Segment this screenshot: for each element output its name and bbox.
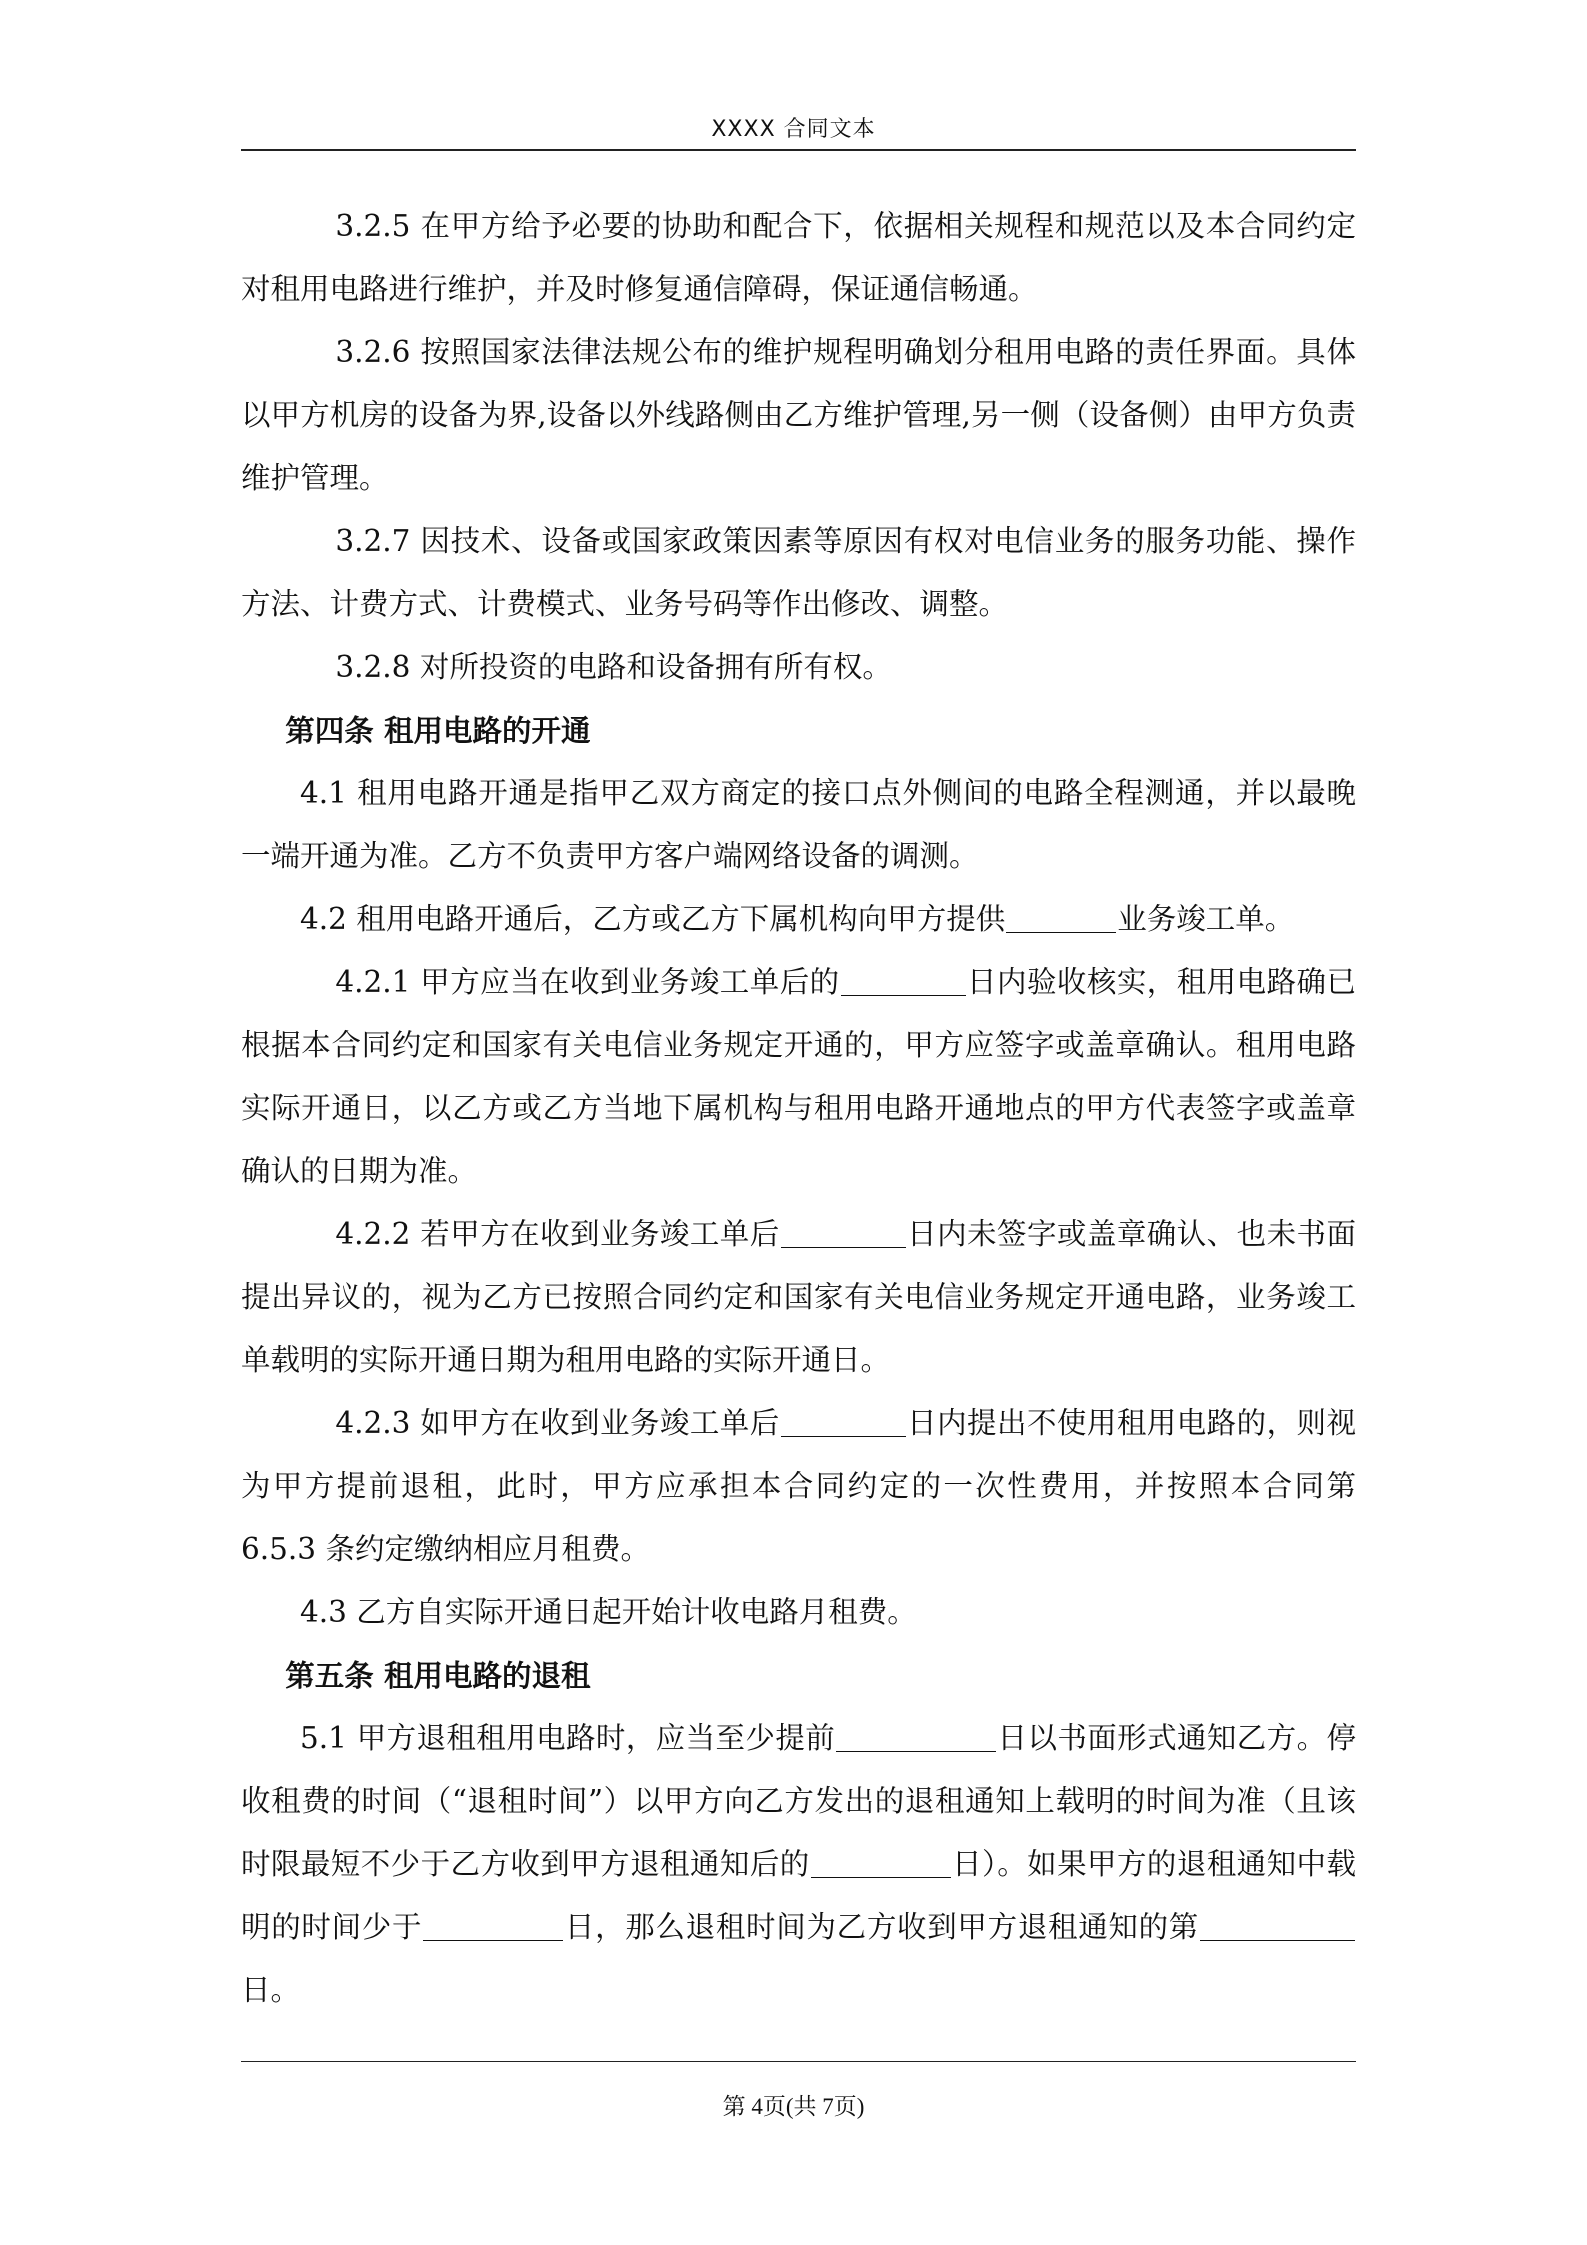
clause-text: 5.1 甲方退租租用电路时，应当至少提前 [300, 1721, 836, 1755]
fill-in-blank[interactable] [781, 1408, 906, 1437]
clause-4-2 [241, 888, 1356, 951]
article-4-heading: 第四条 租用电路的开通 [285, 713, 591, 748]
clause-3-2-6 [241, 321, 1356, 510]
clause-3-2-8 [241, 636, 1356, 699]
clause-4-2-2 [241, 1203, 1356, 1392]
clause-text: 4.3 乙方自实际开通日起开始计收电路月租费。 [300, 1595, 917, 1629]
clause-4-2-1 [241, 951, 1356, 1203]
clause-text: 4.1 租用电路开通是指甲乙双方商定的接口点外侧间的电路全程测通，并以最晚一端开通为准。乙方不负责甲方客户端网络设备的调测。 [241, 776, 1356, 873]
clause-text: 日内验收核实，租用电路确已根据本合同约定和国家有关电信业务规定开通的，甲方应签字或盖章确认。租用电路实际开通日，以乙方或乙方当地下属机构与租用电路开通地点的甲方代表签字或盖章确认的日期为准。 [241, 965, 1356, 1188]
clause-text: 日）。如果甲方的退租通知中载明的时间少于 [241, 1847, 1356, 1944]
fill-in-blank[interactable] [781, 1219, 906, 1248]
fill-in-blank[interactable] [423, 1912, 563, 1941]
header-divider [241, 149, 1356, 151]
footer-divider [241, 2061, 1356, 2062]
clause-4-3 [241, 1581, 1356, 1644]
fill-in-blank[interactable] [811, 1849, 951, 1878]
clause-text: 日内未签字或盖章确认、也未书面提出异议的，视为乙方已按照合同约定和国家有关电信业务规定开通电路，业务竣工单载明的实际开通日期为租用电路的实际开通日。 [241, 1217, 1356, 1377]
clause-4-1 [241, 762, 1356, 888]
page-number: 第 4页(共 7页) [722, 2094, 865, 2119]
clause-text: 4.2 租用电路开通后，乙方或乙方下属机构向甲方提供 [300, 902, 1006, 936]
clause-text: 日以书面形式通知乙方。停收租费的时间（“退租时间”）以甲方向乙方发出的退租通知上载明的时间为准（且该时限最短不少于乙方收到甲方退租通知后的 [241, 1721, 1356, 1881]
clause-text: 4.2.1 甲方应当在收到业务竣工单后的 [335, 965, 840, 999]
fill-in-blank[interactable] [1006, 904, 1116, 933]
clause-3-2-7 [241, 510, 1356, 636]
clause-text: 3.2.6 按照国家法律法规公布的维护规程明确划分租用电路的责任界面。具体以甲方机房的设备为界,设备以外线路侧由乙方维护管理,另一侧（设备侧）由甲方负责维护管理。 [241, 335, 1356, 495]
clause-text: 日，那么退租时间为乙方收到甲方退租通知的第 [564, 1910, 1199, 1944]
clause-4-2-3 [241, 1392, 1356, 1581]
fill-in-blank[interactable] [836, 1723, 996, 1752]
clause-5-1 [241, 1707, 1356, 2022]
clause-text: 3.2.7 因技术、设备或国家政策因素等原因有权对电信业务的服务功能、操作方法、计费方式、计费模式、业务号码等作出修改、调整。 [241, 524, 1356, 621]
clause-text: 3.2.8 对所投资的电路和设备拥有所有权。 [335, 650, 892, 684]
document-header-title: XXXX 合同文本 [711, 117, 876, 142]
clause-text: 4.2.2 若甲方在收到业务竣工单后 [335, 1217, 780, 1251]
clause-text: 3.2.5 在甲方给予必要的协助和配合下，依据相关规程和规范以及本合同约定对租用电路进行维护，并及时修复通信障碍，保证通信畅通。 [241, 209, 1356, 306]
clause-text: 4.2.3 如甲方在收到业务竣工单后 [335, 1406, 780, 1440]
fill-in-blank[interactable] [1200, 1912, 1355, 1941]
contract-body [241, 195, 1356, 2022]
clause-text: 日。 [241, 1973, 301, 2007]
clause-text: 日内提出不使用租用电路的，则视为甲方提前退租，此时，甲方应承担本合同约定的一次性费用，并按照本合同第 6.5.3 条约定缴纳相应月租费。 [241, 1406, 1356, 1566]
clause-3-2-5 [241, 195, 1356, 321]
clause-text: 业务竣工单。 [1117, 902, 1295, 936]
fill-in-blank[interactable] [841, 967, 966, 996]
article-5-heading: 第五条 租用电路的退租 [285, 1658, 591, 1693]
